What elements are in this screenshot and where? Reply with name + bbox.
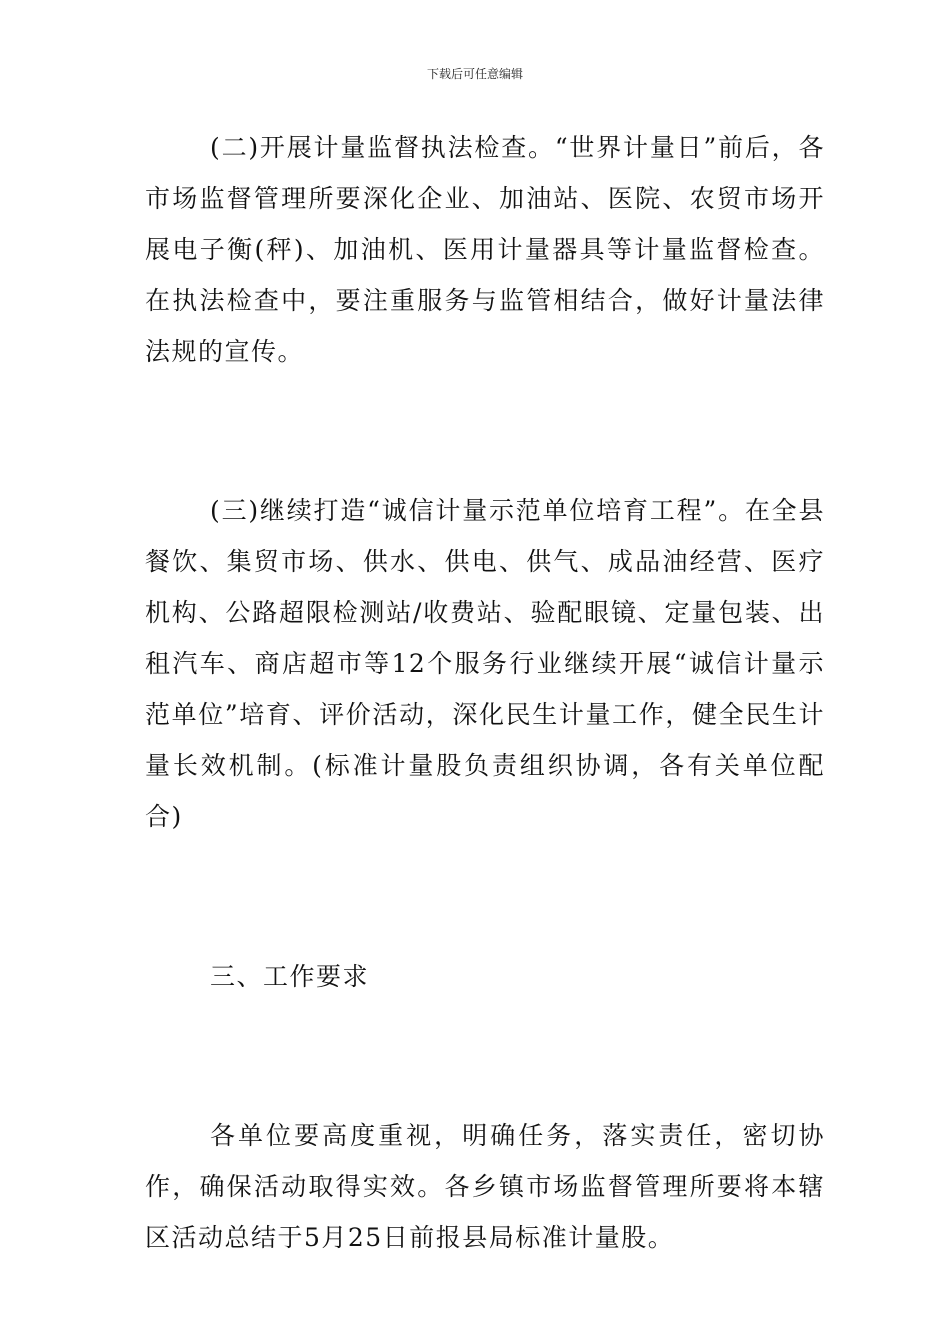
paragraph-integrity-measurement: (三)继续打造“诚信计量示范单位培育工程”。在全县餐饮、集贸市场、供水、供电、供气、成品油经营、医疗机构、公路超限检测站/收费站、验配眼镜、定量包装、出租汽车、商店超市等12个服务行业继续开展“诚信计量示范单位”培育、评价活动，深化民生计量工作，健全民生计量长效机制。(标准计量股负责组织协调，各有关单位配合): [145, 496, 825, 831]
paragraph-supervision-inspection: (二)开展计量监督执法检查。“世界计量日”前后，各市场监督管理所要深化企业、加油站、医院、农贸市场开展电子衡(秤)、加油机、医用计量器具等计量监督检查。在执法检查中，要注重服务与监管相结合，做好计量法律法规的宣传。: [145, 133, 825, 366]
page-header: 下载后可任意编辑: [426, 67, 523, 81]
document-body: [145, 122, 825, 1263]
section-heading: 三、工作要求: [210, 962, 370, 991]
paragraph-work-requirements: 各单位要高度重视，明确任务，落实责任，密切协作，确保活动取得实效。各乡镇市场监督管理所要将本辖区活动总结于5月25日前报县局标准计量股。: [145, 1121, 825, 1252]
